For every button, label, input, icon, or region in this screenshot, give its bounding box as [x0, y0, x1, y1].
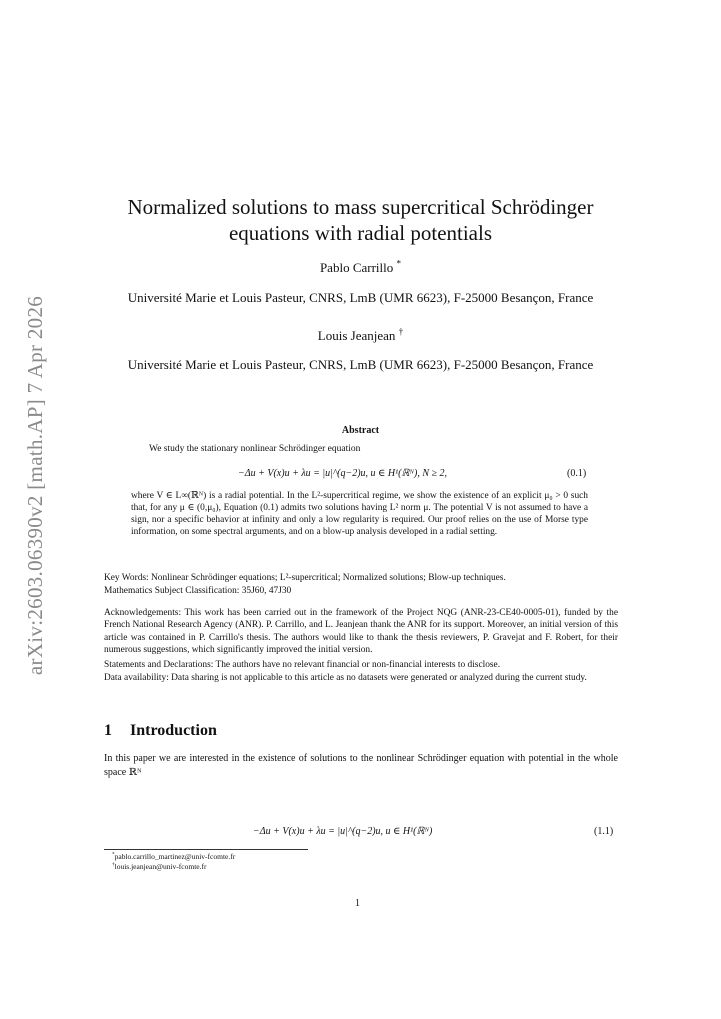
footnote-1-mark: *: [112, 851, 115, 858]
section-heading: [104, 722, 217, 740]
footnote-2: [112, 862, 207, 871]
abstract-heading: Abstract: [341, 425, 380, 436]
abstract-intro: We study the stationary nonlinear Schrödinger equation: [149, 444, 361, 454]
intro-equation-number: (1.1): [594, 826, 614, 837]
author-1-name: Pablo Carrillo: [319, 260, 394, 275]
footnote-2-email[interactable]: louis.jeanjean@univ-fcomte.fr: [114, 862, 207, 871]
abstract-body: where V ∈ L∞(ℝᴺ) is a radial potential. In the L²-supercritical regime, we show the existence of an explicit μ₀ > 0 such that, for any μ ∈ (0,μ₀), Equation (0.1) admits two solutions having L² norm μ. The potential V is not assumed to have a sign, nor a specific behavior at infinity and only a low regularity is required. Our proof relies on the use of Morse type information, on some spectral arguments, and on a blow-up analysis developed in a radial setting.: [131, 491, 588, 537]
author-2-name: Louis Jeanjean: [317, 328, 396, 343]
title-line-1: Normalized solutions to mass supercritical Schrödinger: [127, 195, 594, 219]
statements-declarations: Statements and Declarations: The authors have no relevant financial or non-financial interests to disclose.: [104, 660, 501, 670]
data-availability: Data availability: Data sharing is not applicable to this article as no datasets were generated or analyzed during the current study.: [104, 673, 587, 683]
abstract-equation-number: (0.1): [567, 468, 587, 479]
arxiv-sidebar: [14, 290, 58, 680]
arxiv-identifier: arXiv:2603.06390v2 [math.AP] 7 Apr 2026: [23, 295, 48, 675]
paper-title: [100, 194, 621, 246]
acknowledgements: Acknowledgements: This work has been carried out in the framework of the Project NQG (ANR-23-CE40-0005-01), funded by the French National Research Agency (ANR). P. Carrillo, and L. Jeanjean thank the ANR for its support. Moreover, an initial version of this article was contained in P. Carrillo's thesis. The authors would like to thank the thesis reviewers, P. Gravejat and F. Robert, for their numerous suggestions, which significantly improved the initial version.: [104, 608, 618, 656]
section-title: Introduction: [130, 722, 217, 739]
section-number: 1: [104, 722, 112, 739]
intro-paragraph: In this paper we are interested in the existence of solutions to the nonlinear Schrödinger equation with potential in the whole space ℝᴺ: [104, 753, 618, 778]
author-1: [100, 260, 621, 276]
abstract-equation: −Δu + V(x)u + λu = |u|^(q−2)u, u ∈ H¹(ℝᴺ), N ≥ 2,: [238, 468, 447, 479]
footnote-rule: [104, 849, 308, 850]
affiliation-1: Université Marie et Louis Pasteur, CNRS, LmB (UMR 6623), F-25000 Besançon, France: [127, 290, 594, 305]
footnote-2-mark: †: [112, 861, 115, 868]
author-1-footnote-mark: *: [396, 258, 402, 269]
affiliation-2: Université Marie et Louis Pasteur, CNRS, LmB (UMR 6623), F-25000 Besançon, France: [127, 357, 594, 372]
title-line-2: equations with radial potentials: [228, 221, 493, 245]
footnote-1: [112, 852, 235, 861]
author-2-footnote-mark: †: [398, 326, 404, 337]
author-2: [100, 328, 621, 344]
intro-equation: −Δu + V(x)u + λu = |u|^(q−2)u, u ∈ H¹(ℝᴺ): [253, 826, 433, 837]
page-number: 1: [355, 898, 360, 909]
footnote-1-email[interactable]: pablo.carrillo_martinez@univ-fcomte.fr: [114, 852, 236, 861]
msc-classification: Mathematics Subject Classification: 35J60, 47J30: [104, 586, 292, 596]
keywords: Key Words: Nonlinear Schrödinger equations; L²-supercritical; Normalized solutions; Blow-up techniques.: [104, 573, 506, 583]
